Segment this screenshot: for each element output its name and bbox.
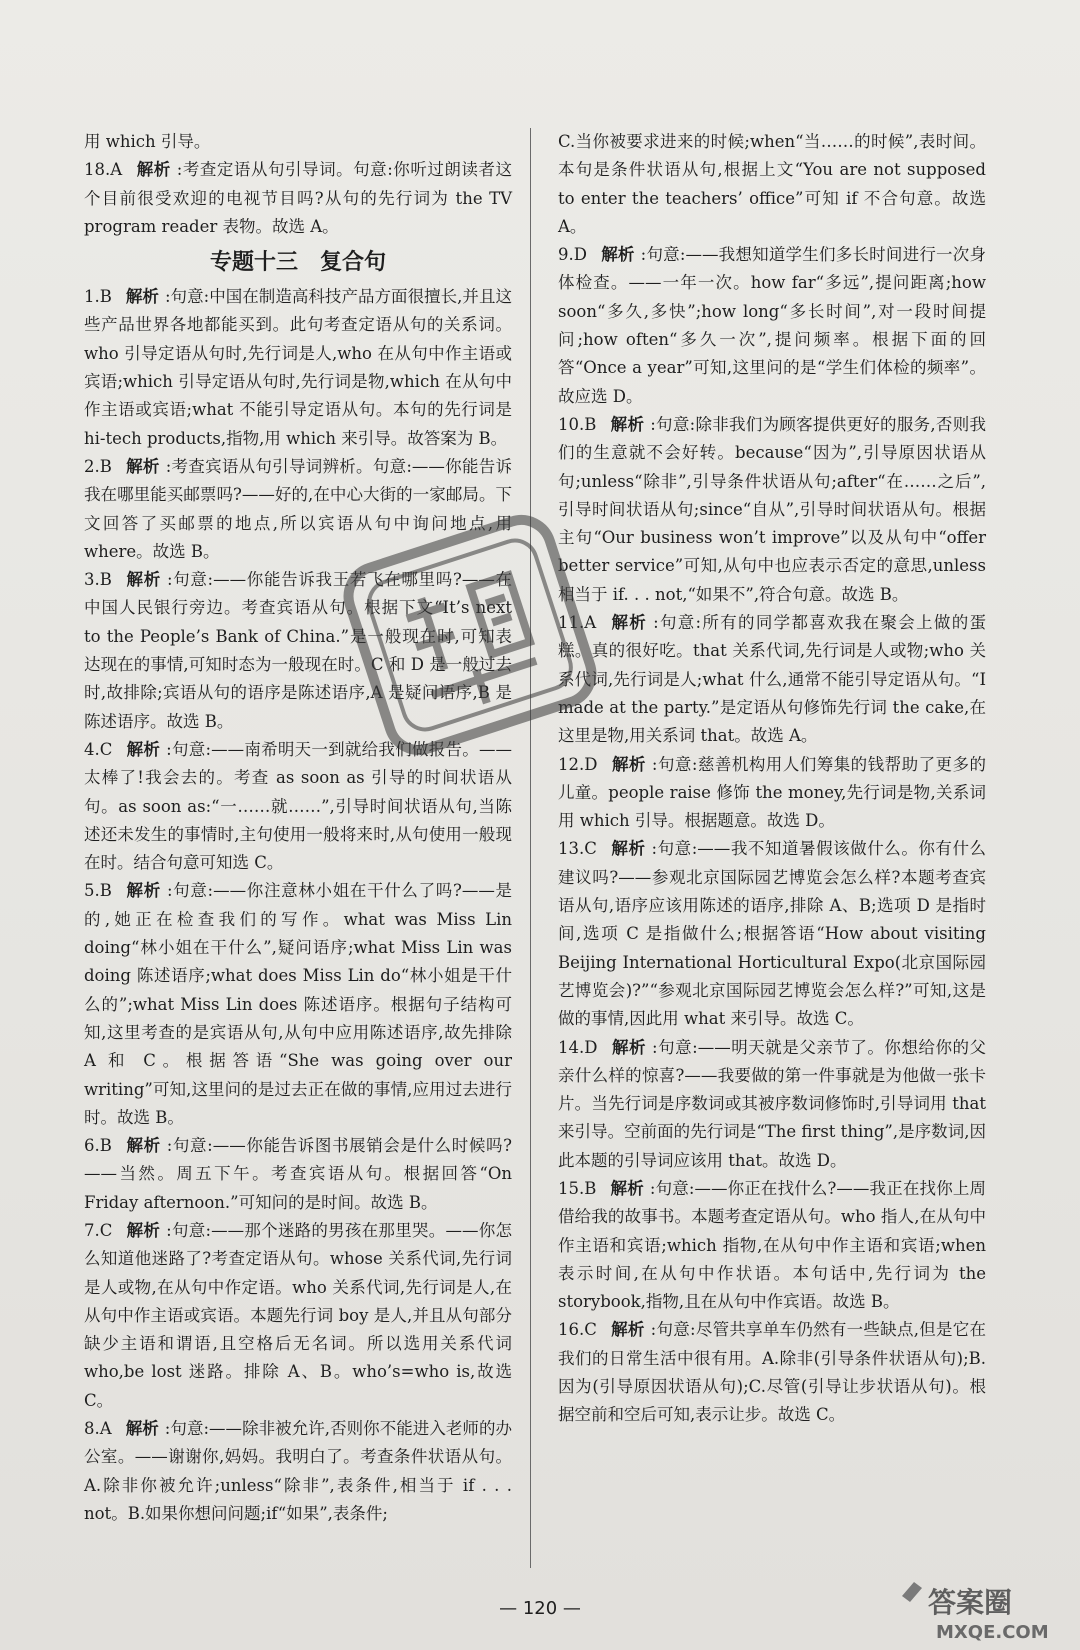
item-keyword: 解析: [125, 456, 160, 476]
item-keyword: 解析: [136, 160, 171, 180]
answer-item: [558, 609, 986, 750]
item-keyword: 解析: [125, 1419, 159, 1439]
item-keyword: 解析: [610, 1320, 645, 1340]
item-text: :句意:——你正在找什么?——我正在找你上周借给我的故事书。本题考查定语从句。who 指人,在从句中作主语和宾语;which 指物,在从句中作主语和宾语;when 表示时间,在从句中作状语。本句话中,先行词为 the storybook,指物,且在从句中作宾语。故选 B。: [558, 1178, 987, 1312]
item-text: :句意:——那个迷路的男孩在那里哭。——你怎么知道他迷路了?考查定语从句。whose 关系代词,先行词是人或物,在从句中作定语。who 关系代词,先行词是人,在从句中作主语或宾语。本题先行词 boy 是人,并且从句部分缺少主语和谓语,且空格后无名词。所以选用关系代词 who,be lost 迷路。排除 A、B。who’s=who is,故选 C。: [84, 1220, 513, 1410]
answer-item: [558, 1034, 986, 1175]
svg-text:MXQE.COM: MXQE.COM: [936, 1622, 1049, 1643]
item-number: 2.B: [84, 456, 112, 476]
item-text: :考查宾语从句引导词辨析。句意:——你能告诉我在哪里能买邮票吗?——好的,在中心大街的一家邮局。下文回答了买邮票的地点,所以宾语从句中询问地点,用 where。故选 B。: [84, 456, 513, 561]
item-number: 10.B: [558, 414, 597, 434]
item-text: :句意:——南希明天一到就给我们做报告。——太棒了!我会去的。考查 as soon as 引导的时间状语从句。as soon as:“一……就……”,引导时间状语从句,当陈述还未发生的事情时,主句使用一般将来时,从句使用一般现在时。结合句意可知选 C。: [84, 739, 513, 873]
item-keyword: 解析: [610, 1178, 644, 1198]
item-number: 8.A: [84, 1419, 112, 1439]
item-keyword: 解析: [125, 881, 161, 901]
item-text: :句意:——你注意林小姐在干什么了吗?——是的,她正在检查我们的写作。what was Miss Lin doing“林小姐在干什么”,疑问语序;what Miss Lin was doing 陈述语序;what does Miss Lin do“林小姐是干什么的”;what Miss Lin does 陈述语序。根据句子结构可知,这里考查的是宾语从句,从句中应用陈述语序,故先排除 A 和 C。根据答语“She was going over our writing”可知,这里问的是过去正在做的事情,应用过去进行时。故选 B。: [84, 881, 513, 1127]
item-text: :句意:除非我们为顾客提供更好的服务,否则我们的生意就不会好转。because“因为”,引导原因状语从句;unless“除非”,引导条件状语从句;after“在……之后”,引导时间状语从句;since“自从”,引导时间状语从句。根据主句“Our business won’t improve”以及从句中“offer better service”可知,从句中也应表示否定的意思,unless 相当于 if. . . not,“如果不”,符合句意。故选 B。: [558, 414, 986, 604]
item-number: 3.B: [84, 570, 112, 590]
item-text: :句意:——除非被允许,否则你不能进入老师的办公室。——谢谢你,妈妈。我明白了。考查条件状语从句。A.除非你被允许;unless“除非”,表条件,相当于 if . . . not。B.如果你想问问题;if“如果”,表条件;: [84, 1419, 512, 1523]
item-text: :句意:慈善机构用人们筹集的钱帮助了更多的儿童。people raise 修饰 the money,先行词是物,关系词用 which 引导。根据题意。故选 D。: [558, 754, 986, 831]
answer-item: [84, 1132, 512, 1217]
item-number: 12.D: [558, 754, 598, 774]
item-number: 4.C: [84, 739, 113, 759]
answer-item: [84, 283, 512, 453]
item-number: 15.B: [558, 1178, 597, 1198]
answer-item: [84, 1415, 512, 1528]
item-keyword: 解析: [610, 613, 648, 633]
item-keyword: 解析: [610, 839, 646, 859]
right-column: [558, 128, 986, 1430]
item-text: :考查定语从句引导词。句意:你听过朗读者这个目前很受欢迎的电视节目吗?从句的先行词为 the TV program reader 表物。故选 A。: [84, 160, 512, 236]
item-number: 11.A: [558, 613, 597, 633]
item-number: 1.B: [84, 287, 112, 307]
answer-item: [558, 751, 986, 836]
svg-text:答案圈: 答案圈: [928, 1586, 1013, 1619]
answer-item: [558, 1316, 986, 1429]
column-divider: [530, 128, 531, 1568]
item-text: :句意:——你能告诉图书展销会是什么时候吗?——当然。周五下午。考查宾语从句。根据回答“On Friday afternoon.”可知问的是时间。故选 B。: [84, 1136, 513, 1212]
item-keyword: 解析: [126, 739, 161, 759]
section-title: 专题十三 复合句: [209, 250, 386, 276]
answer-item: [558, 241, 986, 411]
answer-item-18: [84, 156, 512, 241]
right-intro-text: C.当你被要求进来的时候;when“当……的时候”,表时间。本句是条件状语从句,根据上文“You are not supposed to enter the teachers’ office”可知 if 不合句意。故选 A。: [558, 132, 986, 236]
item-keyword: 解析: [600, 245, 635, 265]
left-column: [84, 128, 512, 1528]
item-number: 16.C: [558, 1320, 597, 1340]
item-keyword: 解析: [610, 414, 645, 434]
item-number: 7.C: [84, 1220, 113, 1240]
item-text: :句意:中国在制造高科技产品方面很擅长,并且这些产品世界各地都能买到。此句考查定语从句的关系词。who 引导定语从句时,先行词是人,who 在从句中作主语或宾语;which 引导定语从句时,先行词是物,which 在从句中作主语或宾语;what 不能引导定语从句。本句的先行词是 hi-tech products,指物,用 which 来引导。故答案为 B。: [84, 287, 512, 448]
item-number: 18.A: [84, 160, 123, 180]
item-keyword: 解析: [126, 1220, 161, 1240]
item-number: 9.D: [558, 245, 587, 265]
item-number: 14.D: [558, 1037, 598, 1057]
item-text: :句意:——明天就是父亲节了。你想给你的父亲什么样的惊喜?——我要做的第一件事就是为他做一张卡片。当先行词是序数词或其被序数词修饰时,引导词用 that 来引导。空前面的先行词是“The first thing”,是序数词,因此本题的引导词应该用 that。故选 D。: [558, 1037, 986, 1170]
item-keyword: 解析: [125, 287, 159, 307]
answer-item: [558, 1175, 986, 1316]
item-text: :句意:——我想知道学生们多长时间进行一次身体检查。——一年一次。how far“多远”,提问距离;how soon“多久,多快”;how long“多长时间”,对一段时间提问;how often“多久一次”,提问频率。根据下面的回答“Once a year”可知,这里问的是“学生们体检的频率”。故应选 D。: [558, 245, 986, 406]
item-text: :句意:——我不知道暑假该做什么。你有什么建议吗?——参观北京国际园艺博览会怎么样?本题考查宾语从句,语序应该用陈述的语序,排除 A、B;选项 D 是指时间,选项 C 是指做什么;根据答语“How about visiting Beijing International Horticultural Expo(北京国际园艺博览会)?”“参观北京国际园艺博览会怎么样?”可知,这是做的事情,因此用 what 来引导。故选 C。: [558, 839, 987, 1029]
answer-item: [558, 835, 986, 1033]
item-keyword: 解析: [611, 754, 646, 774]
answer-item: [84, 1217, 512, 1415]
left-intro-line: 用 which 引导。: [84, 132, 211, 151]
answer-item: [558, 411, 986, 609]
item-keyword: 解析: [611, 1037, 647, 1057]
item-keyword: 解析: [125, 1136, 161, 1156]
page-number: — 120 —: [499, 1598, 581, 1619]
item-text: :句意:——你能告诉我王若飞在哪里吗?——在中国人民银行旁边。考查宾语从句。根据下文“It’s next to the People’s Bank of China.”是一般现在时,可知表达现在的事情,可知时态为一般现在时。C 和 D 是一般过去时,故排除;宾语从句的语序是陈述语序,A 是疑问语序,B 是陈述语序。故选 B。: [84, 570, 513, 731]
watermark-logo: [896, 1578, 1066, 1644]
item-number: 13.C: [558, 839, 597, 859]
item-text: :句意:尽管共享单车仍然有一些缺点,但是它在我们的日常生活中很有用。A.除非(引导条件状语从句);B.因为(引导原因状语从句);C.尽管(引导让步状语从句)。根据空前和空后可知,表示让步。故选 C。: [558, 1320, 986, 1425]
item-keyword: 解析: [125, 570, 161, 590]
item-number: 5.B: [84, 881, 112, 901]
item-number: 6.B: [84, 1136, 112, 1156]
item-text: :句意:所有的同学都喜欢我在聚会上做的蛋糕。真的很好吃。that 关系代词,先行词是人或物;who 关系代词,先行词是人;what 什么,通常不能引导定语从句。“I made at the party.”是定语从句修饰先行词 the cake,在这里是物,用关系词 that。故选 A。: [558, 613, 986, 746]
answer-item: [84, 877, 512, 1132]
